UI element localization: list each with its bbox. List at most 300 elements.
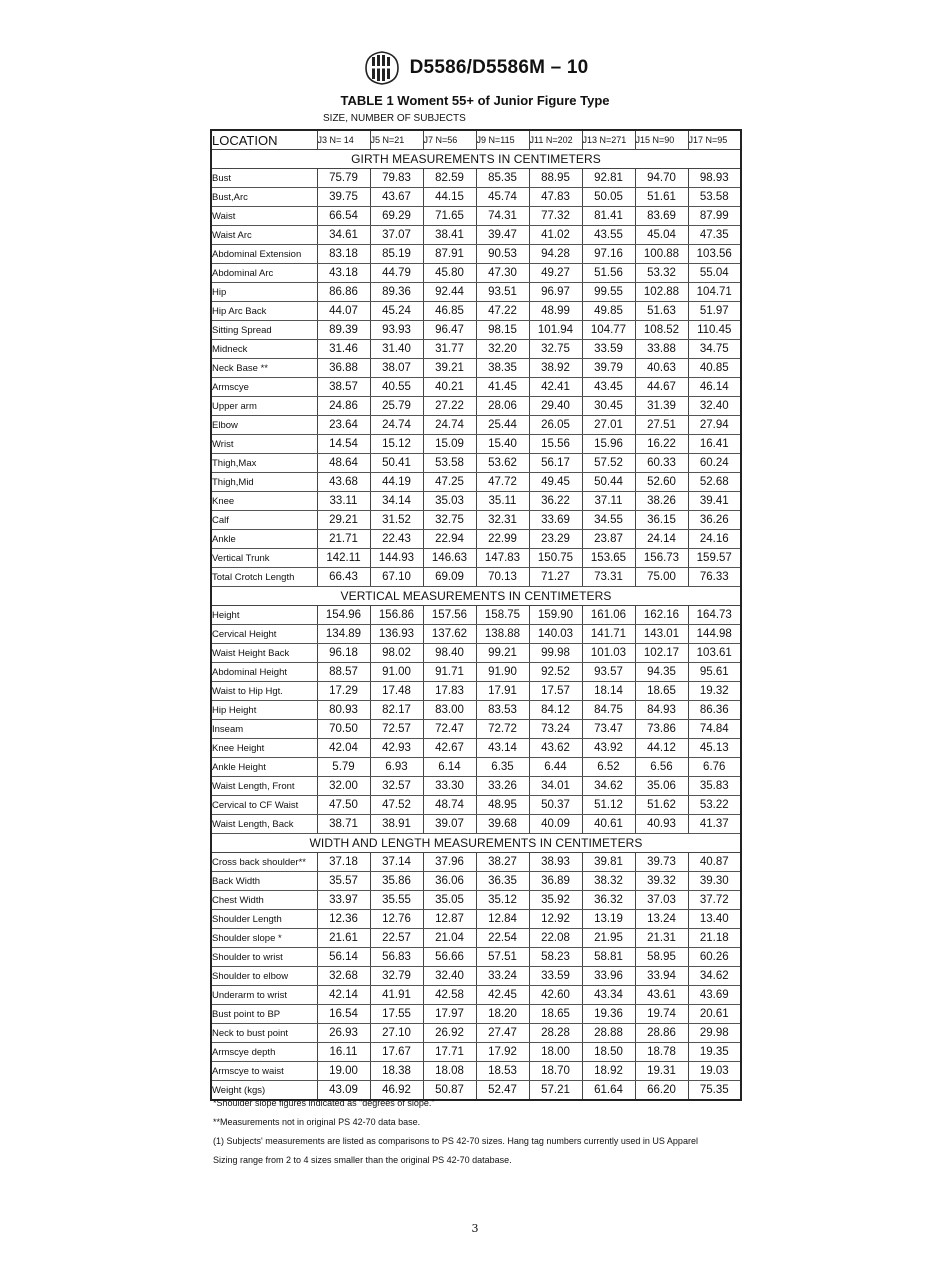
measurement-value: 21.18: [688, 929, 741, 948]
table-row: [211, 321, 741, 340]
location-label: Waist: [211, 207, 317, 226]
table-notes: [213, 1094, 753, 1170]
measurement-value: 21.71: [317, 530, 370, 549]
measurement-value: 29.98: [688, 1024, 741, 1043]
measurement-value: 72.57: [370, 720, 423, 739]
measurement-value: 22.54: [476, 929, 529, 948]
table-row: [211, 530, 741, 549]
measurement-value: 98.40: [423, 644, 476, 663]
measurement-value: 75.79: [317, 169, 370, 188]
measurement-value: 34.61: [317, 226, 370, 245]
measurement-value: 86.36: [688, 701, 741, 720]
measurement-value: 83.00: [423, 701, 476, 720]
location-label: Total Crotch Length: [211, 568, 317, 587]
measurement-value: 43.62: [529, 739, 582, 758]
location-label: Knee Height: [211, 739, 317, 758]
measurement-value: 22.99: [476, 530, 529, 549]
table-row: [211, 682, 741, 701]
measurement-value: 46.92: [370, 1081, 423, 1101]
measurement-value: 91.00: [370, 663, 423, 682]
measurement-value: 96.47: [423, 321, 476, 340]
measurement-value: 42.45: [476, 986, 529, 1005]
size-header: J3 N= 14: [317, 130, 370, 150]
note-subjects-comparison: (1) Subjects' measurements are listed as comparisons to PS 42-70 sizes. Hang tag numbers currently used in US Apparel: [213, 1136, 698, 1146]
table-row: [211, 169, 741, 188]
measurement-value: 51.12: [582, 796, 635, 815]
measurement-value: 94.35: [635, 663, 688, 682]
measurement-value: 50.44: [582, 473, 635, 492]
measurement-value: 137.62: [423, 625, 476, 644]
measurement-value: 73.24: [529, 720, 582, 739]
measurement-value: 19.00: [317, 1062, 370, 1081]
measurement-value: 89.36: [370, 283, 423, 302]
measurement-value: 15.56: [529, 435, 582, 454]
location-label: Bust,Arc: [211, 188, 317, 207]
measurement-value: 17.55: [370, 1005, 423, 1024]
location-label: Thigh,Max: [211, 454, 317, 473]
measurement-value: 71.65: [423, 207, 476, 226]
measurement-value: 18.20: [476, 1005, 529, 1024]
measurement-value: 38.92: [529, 359, 582, 378]
measurement-value: 97.16: [582, 245, 635, 264]
measurement-value: 32.57: [370, 777, 423, 796]
measurement-value: 45.74: [476, 188, 529, 207]
measurement-value: 19.32: [688, 682, 741, 701]
measurement-value: 42.14: [317, 986, 370, 1005]
measurement-value: 35.12: [476, 891, 529, 910]
measurement-value: 83.69: [635, 207, 688, 226]
size-caption: SIZE, NUMBER OF SUBJECTS: [323, 113, 466, 124]
measurement-value: 20.61: [688, 1005, 741, 1024]
measurement-value: 28.28: [529, 1024, 582, 1043]
measurement-value: 42.04: [317, 739, 370, 758]
measurement-value: 56.66: [423, 948, 476, 967]
section-header-row: [211, 834, 741, 853]
measurement-value: 24.74: [423, 416, 476, 435]
measurement-value: 37.14: [370, 853, 423, 872]
measurement-value: 42.93: [370, 739, 423, 758]
size-header: J17 N=95: [688, 130, 741, 150]
measurement-value: 39.79: [582, 359, 635, 378]
measurement-value: 34.62: [582, 777, 635, 796]
measurement-value: 39.21: [423, 359, 476, 378]
measurement-value: 35.92: [529, 891, 582, 910]
measurement-value: 19.74: [635, 1005, 688, 1024]
measurement-value: 143.01: [635, 625, 688, 644]
measurement-value: 87.91: [423, 245, 476, 264]
size-header: J13 N=271: [582, 130, 635, 150]
measurement-value: 101.03: [582, 644, 635, 663]
measurement-value: 91.71: [423, 663, 476, 682]
measurement-value: 44.15: [423, 188, 476, 207]
location-header: LOCATION: [211, 130, 317, 150]
measurement-value: 95.61: [688, 663, 741, 682]
measurement-value: 80.93: [317, 701, 370, 720]
measurement-value: 32.68: [317, 967, 370, 986]
measurement-value: 84.12: [529, 701, 582, 720]
location-label: Cross back shoulder**: [211, 853, 317, 872]
measurement-value: 35.05: [423, 891, 476, 910]
location-label: Chest Width: [211, 891, 317, 910]
measurement-value: 23.64: [317, 416, 370, 435]
measurement-value: 40.61: [582, 815, 635, 834]
measurement-value: 21.61: [317, 929, 370, 948]
table-row: [211, 207, 741, 226]
measurement-value: 33.88: [635, 340, 688, 359]
measurement-value: 91.90: [476, 663, 529, 682]
measurement-value: 40.85: [688, 359, 741, 378]
measurement-value: 36.15: [635, 511, 688, 530]
location-label: Abdominal Extension: [211, 245, 317, 264]
measurement-value: 38.26: [635, 492, 688, 511]
measurement-value: 37.11: [582, 492, 635, 511]
table-row: [211, 1062, 741, 1081]
table-row: [211, 929, 741, 948]
measurement-value: 74.31: [476, 207, 529, 226]
size-header: J5 N=21: [370, 130, 423, 150]
measurement-value: 47.30: [476, 264, 529, 283]
measurement-value: 34.62: [688, 967, 741, 986]
measurement-value: 147.83: [476, 549, 529, 568]
table-row: [211, 606, 741, 625]
measurement-value: 77.32: [529, 207, 582, 226]
note-not-in-database: **Measurements not in original PS 42-70 data base.: [213, 1117, 421, 1127]
measurement-value: 144.93: [370, 549, 423, 568]
measurement-value: 13.24: [635, 910, 688, 929]
measurement-value: 102.88: [635, 283, 688, 302]
measurement-value: 84.93: [635, 701, 688, 720]
measurement-value: 51.63: [635, 302, 688, 321]
location-label: Upper arm: [211, 397, 317, 416]
table-row: [211, 625, 741, 644]
measurement-value: 32.79: [370, 967, 423, 986]
measurement-value: 60.33: [635, 454, 688, 473]
measurement-value: 67.10: [370, 568, 423, 587]
measurement-value: 19.35: [688, 1043, 741, 1062]
measurement-value: 16.11: [317, 1043, 370, 1062]
measurement-value: 41.02: [529, 226, 582, 245]
measurement-value: 22.08: [529, 929, 582, 948]
measurement-value: 89.39: [317, 321, 370, 340]
measurement-value: 32.20: [476, 340, 529, 359]
measurement-value: 39.75: [317, 188, 370, 207]
measurement-value: 6.76: [688, 758, 741, 777]
measurement-value: 85.35: [476, 169, 529, 188]
measurement-value: 159.90: [529, 606, 582, 625]
location-label: Ankle Height: [211, 758, 317, 777]
measurement-value: 154.96: [317, 606, 370, 625]
measurement-value: 32.31: [476, 511, 529, 530]
measurement-value: 47.22: [476, 302, 529, 321]
location-label: Neck to bust point: [211, 1024, 317, 1043]
measurement-value: 45.04: [635, 226, 688, 245]
measurement-value: 74.84: [688, 720, 741, 739]
measurement-value: 159.57: [688, 549, 741, 568]
note-shoulder-slope: *Shoulder slope figures indicated as "degrees of slope.": [213, 1098, 435, 1108]
location-label: Hip: [211, 283, 317, 302]
measurement-value: 33.59: [529, 967, 582, 986]
measurement-value: 41.45: [476, 378, 529, 397]
measurement-value: 17.67: [370, 1043, 423, 1062]
location-label: Waist to Hip Hgt.: [211, 682, 317, 701]
measurement-value: 17.71: [423, 1043, 476, 1062]
measurement-value: 73.47: [582, 720, 635, 739]
table-row: [211, 549, 741, 568]
measurement-value: 27.51: [635, 416, 688, 435]
measurement-value: 39.73: [635, 853, 688, 872]
measurement-value: 86.86: [317, 283, 370, 302]
measurement-value: 56.14: [317, 948, 370, 967]
measurement-value: 49.85: [582, 302, 635, 321]
measurement-value: 32.40: [688, 397, 741, 416]
measurement-value: 79.83: [370, 169, 423, 188]
measurement-value: 28.88: [582, 1024, 635, 1043]
measurement-value: 21.95: [582, 929, 635, 948]
measurement-value: 46.85: [423, 302, 476, 321]
measurement-value: 36.32: [582, 891, 635, 910]
table-row: [211, 283, 741, 302]
measurement-value: 46.14: [688, 378, 741, 397]
measurement-value: 21.31: [635, 929, 688, 948]
measurement-value: 39.32: [635, 872, 688, 891]
location-label: Weight (kgs): [211, 1081, 317, 1101]
size-header: J7 N=56: [423, 130, 476, 150]
measurement-value: 48.74: [423, 796, 476, 815]
location-label: Bust: [211, 169, 317, 188]
measurement-value: 15.96: [582, 435, 635, 454]
measurement-value: 48.64: [317, 454, 370, 473]
measurement-value: 6.52: [582, 758, 635, 777]
measurement-value: 100.88: [635, 245, 688, 264]
measurement-value: 6.14: [423, 758, 476, 777]
measurement-value: 40.63: [635, 359, 688, 378]
measurement-value: 41.37: [688, 815, 741, 834]
measurement-value: 19.03: [688, 1062, 741, 1081]
measurement-value: 18.53: [476, 1062, 529, 1081]
measurement-value: 56.83: [370, 948, 423, 967]
location-label: Cervical to CF Waist: [211, 796, 317, 815]
measurement-value: 38.71: [317, 815, 370, 834]
table-row: [211, 226, 741, 245]
table-row: [211, 568, 741, 587]
measurement-value: 22.94: [423, 530, 476, 549]
measurement-value: 36.06: [423, 872, 476, 891]
measurement-value: 41.91: [370, 986, 423, 1005]
measurement-value: 44.67: [635, 378, 688, 397]
measurement-value: 35.86: [370, 872, 423, 891]
measurement-value: 40.21: [423, 378, 476, 397]
location-label: Waist Arc: [211, 226, 317, 245]
note-sizing-range: Sizing range from 2 to 4 sizes smaller than the original PS 42-70 database.: [213, 1155, 512, 1165]
measurement-value: 93.93: [370, 321, 423, 340]
table-row: [211, 739, 741, 758]
measurement-value: 39.47: [476, 226, 529, 245]
measurement-value: 49.27: [529, 264, 582, 283]
location-label: Height: [211, 606, 317, 625]
measurement-value: 43.61: [635, 986, 688, 1005]
measurement-value: 42.67: [423, 739, 476, 758]
measurement-value: 18.65: [635, 682, 688, 701]
measurement-value: 66.54: [317, 207, 370, 226]
measurement-value: 70.13: [476, 568, 529, 587]
table-row: [211, 701, 741, 720]
measurement-value: 18.65: [529, 1005, 582, 1024]
measurement-value: 51.56: [582, 264, 635, 283]
measurement-value: 57.51: [476, 948, 529, 967]
measurement-value: 6.56: [635, 758, 688, 777]
measurement-value: 6.35: [476, 758, 529, 777]
measurement-value: 36.22: [529, 492, 582, 511]
table-row: [211, 948, 741, 967]
measurement-value: 55.04: [688, 264, 741, 283]
measurement-value: 58.95: [635, 948, 688, 967]
location-label: Shoulder Length: [211, 910, 317, 929]
measurement-value: 16.54: [317, 1005, 370, 1024]
measurement-value: 57.52: [582, 454, 635, 473]
measurement-value: 19.36: [582, 1005, 635, 1024]
measurement-value: 156.86: [370, 606, 423, 625]
measurement-value: 47.52: [370, 796, 423, 815]
location-label: Bust point to BP: [211, 1005, 317, 1024]
measurement-value: 66.20: [635, 1081, 688, 1101]
measurement-value: 38.93: [529, 853, 582, 872]
measurement-value: 17.48: [370, 682, 423, 701]
measurement-value: 50.05: [582, 188, 635, 207]
measurement-value: 33.96: [582, 967, 635, 986]
measurement-value: 40.87: [688, 853, 741, 872]
measurement-value: 102.17: [635, 644, 688, 663]
table-row: [211, 644, 741, 663]
measurement-value: 16.41: [688, 435, 741, 454]
measurement-value: 141.71: [582, 625, 635, 644]
measurement-value: 53.32: [635, 264, 688, 283]
section-title: VERTICAL MEASUREMENTS IN CENTIMETERS: [211, 587, 741, 606]
size-header: J11 N=202: [529, 130, 582, 150]
measurement-value: 49.45: [529, 473, 582, 492]
measurement-value: 34.14: [370, 492, 423, 511]
measurement-value: 43.69: [688, 986, 741, 1005]
table-title: TABLE 1 Woment 55+ of Junior Figure Type: [340, 93, 610, 108]
measurement-value: 52.60: [635, 473, 688, 492]
measurement-value: 18.78: [635, 1043, 688, 1062]
table-row: [211, 1043, 741, 1062]
measurement-value: 38.57: [317, 378, 370, 397]
measurement-value: 53.58: [688, 188, 741, 207]
measurement-value: 18.14: [582, 682, 635, 701]
table-row: [211, 891, 741, 910]
measurement-value: 22.57: [370, 929, 423, 948]
measurement-value: 18.38: [370, 1062, 423, 1081]
table-row: [211, 967, 741, 986]
document-id: D5586/D5586M – 10: [409, 57, 589, 78]
measurement-value: 134.89: [317, 625, 370, 644]
measurement-value: 47.72: [476, 473, 529, 492]
table-row: [211, 302, 741, 321]
measurement-value: 140.03: [529, 625, 582, 644]
measurement-value: 33.69: [529, 511, 582, 530]
measurement-value: 144.98: [688, 625, 741, 644]
measurement-value: 48.95: [476, 796, 529, 815]
measurement-value: 88.57: [317, 663, 370, 682]
measurement-value: 33.24: [476, 967, 529, 986]
measurement-value: 81.41: [582, 207, 635, 226]
location-label: Elbow: [211, 416, 317, 435]
location-label: Underarm to wrist: [211, 986, 317, 1005]
measurement-value: 75.35: [688, 1081, 741, 1101]
measurement-value: 96.97: [529, 283, 582, 302]
table-row: [211, 359, 741, 378]
measurement-value: 156.73: [635, 549, 688, 568]
measurement-value: 31.52: [370, 511, 423, 530]
measurement-value: 83.18: [317, 245, 370, 264]
location-label: Waist Length, Front: [211, 777, 317, 796]
measurement-value: 157.56: [423, 606, 476, 625]
measurement-value: 158.75: [476, 606, 529, 625]
measurement-value: 93.57: [582, 663, 635, 682]
measurement-value: 73.86: [635, 720, 688, 739]
measurement-value: 92.52: [529, 663, 582, 682]
measurement-value: 103.56: [688, 245, 741, 264]
location-label: Inseam: [211, 720, 317, 739]
measurement-value: 6.93: [370, 758, 423, 777]
measurement-value: 23.29: [529, 530, 582, 549]
measurement-value: 40.55: [370, 378, 423, 397]
table-row: [211, 511, 741, 530]
measurement-value: 99.98: [529, 644, 582, 663]
location-label: Thigh,Mid: [211, 473, 317, 492]
measurement-value: 36.26: [688, 511, 741, 530]
measurement-value: 17.57: [529, 682, 582, 701]
measurement-value: 48.99: [529, 302, 582, 321]
measurement-value: 18.00: [529, 1043, 582, 1062]
measurement-value: 33.97: [317, 891, 370, 910]
measurement-value: 45.24: [370, 302, 423, 321]
measurement-value: 164.73: [688, 606, 741, 625]
measurement-value: 17.29: [317, 682, 370, 701]
measurement-value: 146.63: [423, 549, 476, 568]
measurement-value: 94.28: [529, 245, 582, 264]
table-row: [211, 853, 741, 872]
measurement-value: 29.21: [317, 511, 370, 530]
section-title: WIDTH AND LENGTH MEASUREMENTS IN CENTIMETERS: [211, 834, 741, 853]
measurement-value: 36.35: [476, 872, 529, 891]
measurement-value: 22.43: [370, 530, 423, 549]
measurement-value: 93.51: [476, 283, 529, 302]
measurement-value: 45.13: [688, 739, 741, 758]
measurement-value: 27.10: [370, 1024, 423, 1043]
measurement-value: 33.59: [582, 340, 635, 359]
measurement-value: 38.91: [370, 815, 423, 834]
table-row: [211, 1005, 741, 1024]
measurement-value: 83.53: [476, 701, 529, 720]
table-row: [211, 416, 741, 435]
measurement-value: 12.87: [423, 910, 476, 929]
measurement-value: 142.11: [317, 549, 370, 568]
measurement-value: 104.71: [688, 283, 741, 302]
location-label: Knee: [211, 492, 317, 511]
measurement-value: 34.01: [529, 777, 582, 796]
measurement-value: 43.18: [317, 264, 370, 283]
measurement-value: 150.75: [529, 549, 582, 568]
measurement-value: 73.31: [582, 568, 635, 587]
measurement-value: 24.86: [317, 397, 370, 416]
table-row: [211, 758, 741, 777]
measurement-value: 51.61: [635, 188, 688, 207]
measurement-value: 35.06: [635, 777, 688, 796]
measurement-value: 50.37: [529, 796, 582, 815]
table-row: [211, 720, 741, 739]
measurement-value: 51.62: [635, 796, 688, 815]
